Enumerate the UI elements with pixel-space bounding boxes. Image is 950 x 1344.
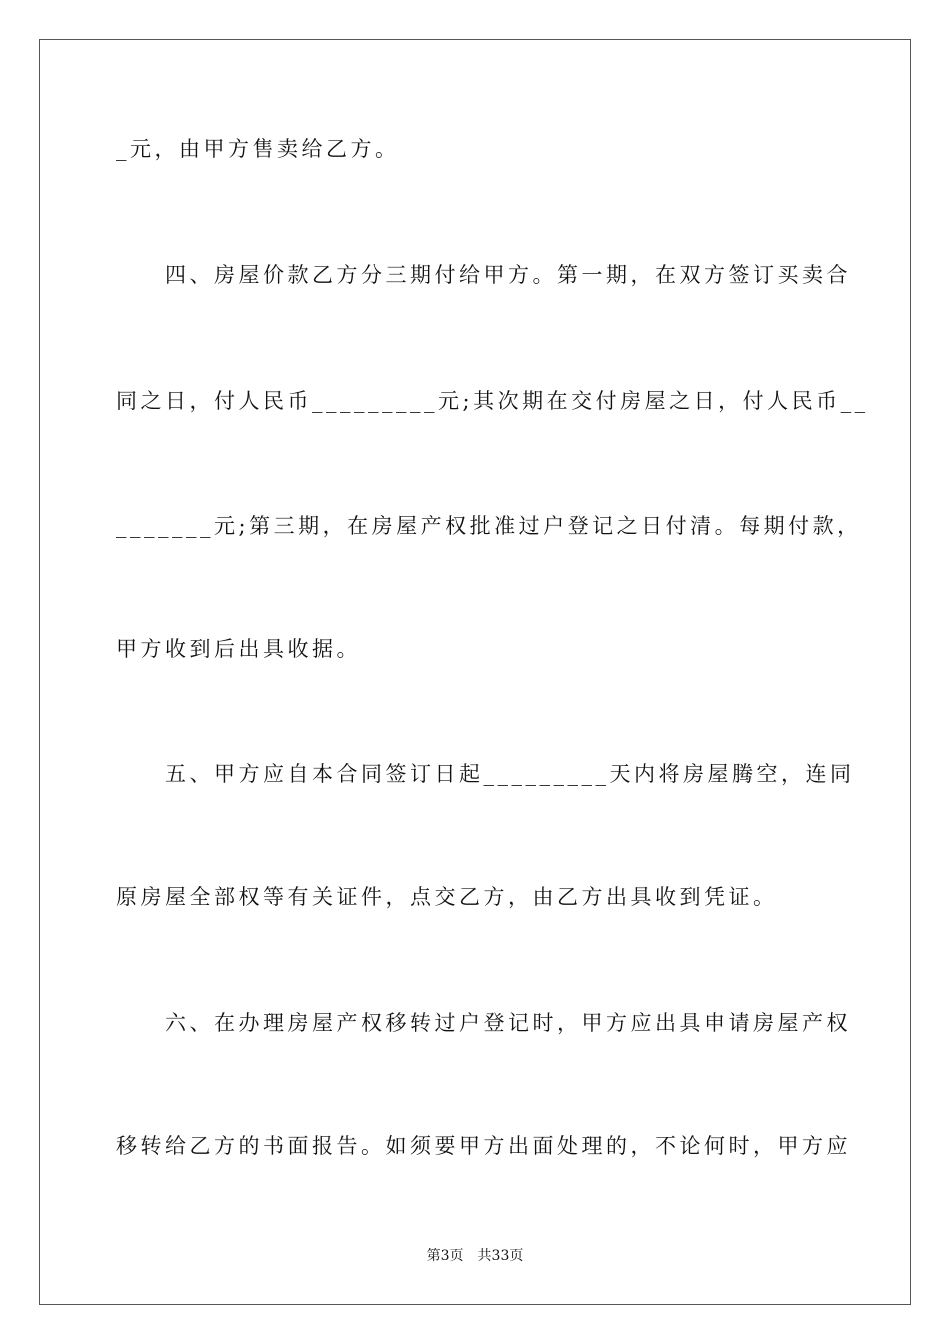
text-line: 同之日，付人民币_________元;其次期在交付房屋之日，付人民币__ bbox=[116, 389, 869, 413]
text-line: _______元;第三期，在房屋产权批准过户登记之日付清。每期付款， bbox=[116, 514, 862, 538]
text-line: 甲方收到后出具收据。 bbox=[116, 637, 361, 661]
page-frame bbox=[39, 39, 911, 1305]
page-footer bbox=[0, 1246, 950, 1266]
text-line: 移转给乙方的书面报告。如须要甲方出面处理的，不论何时，甲方应 bbox=[116, 1134, 851, 1158]
text-line: 六、在办理房屋产权移转过户登记时，甲方应出具申请房屋产权 bbox=[165, 1011, 851, 1035]
page-number-total: 共33页 bbox=[477, 1248, 524, 1264]
page-number-current: 第3页 bbox=[426, 1248, 464, 1264]
text-line: 原房屋全部权等有关证件，点交乙方，由乙方出具收到凭证。 bbox=[116, 885, 778, 909]
text-line: _元，由甲方售卖给乙方。 bbox=[116, 137, 400, 161]
text-line: 四、房屋价款乙方分三期付给甲方。第一期，在双方签订买卖合 bbox=[165, 263, 851, 287]
text-line: 五、甲方应自本合同签订日起_________天内将房屋腾空，连同 bbox=[165, 762, 855, 786]
